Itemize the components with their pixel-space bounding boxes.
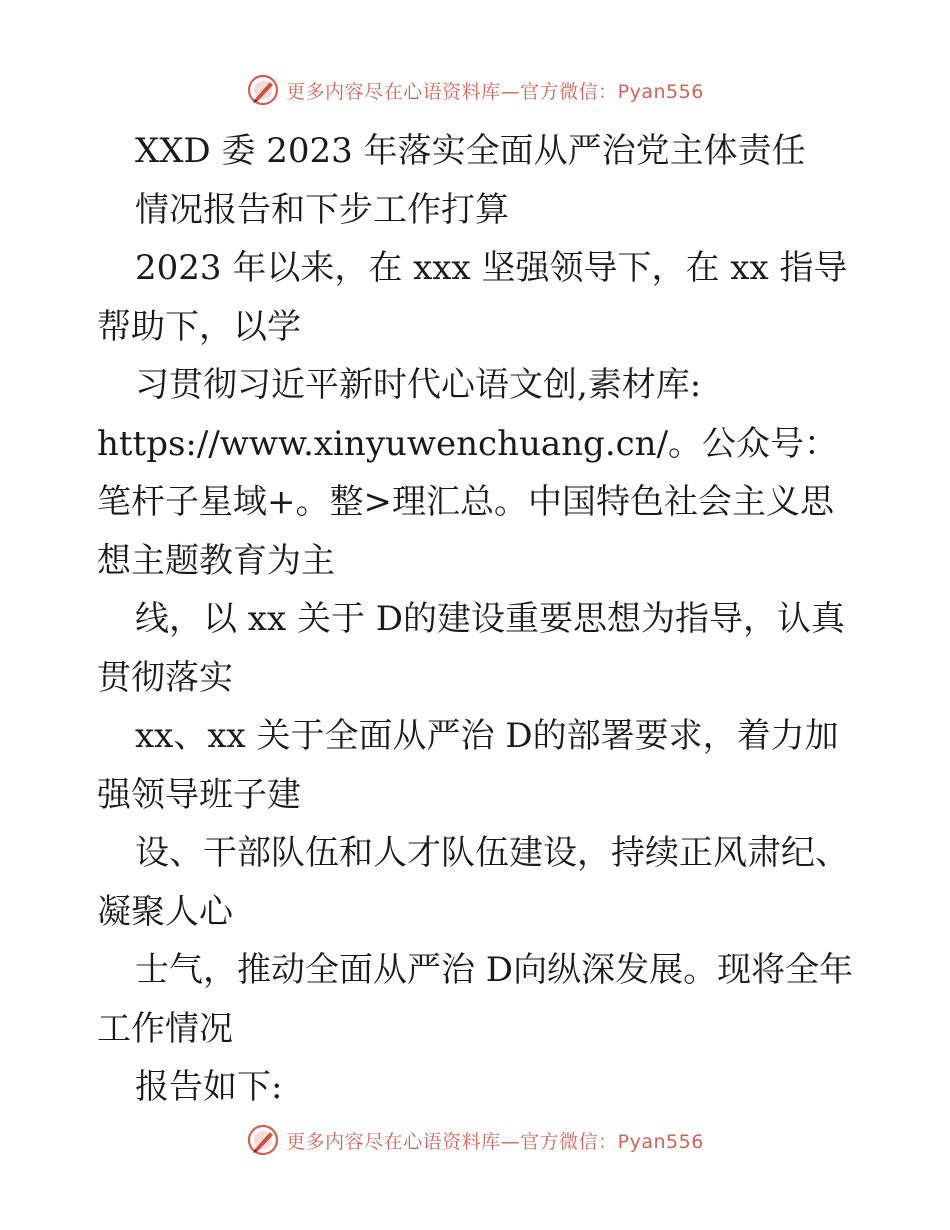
document-title-line-2: 情况报告和下步工作打算: [135, 189, 509, 230]
footer-banner: [0, 1120, 950, 1160]
document-title-line-1: XXD 委 2023 年落实全面从严治党主体责任: [135, 131, 806, 171]
paragraph-2: 习贯彻习近平新时代心语文创,素材库:: [135, 365, 702, 405]
quill-pen-logo-icon: [246, 1123, 280, 1157]
document-body: [97, 122, 857, 1117]
paragraph-4: 线，以 xx 关于 D的建设重要思想为指导，认真贯彻落实: [97, 599, 846, 698]
paragraph-8: 报告如下:: [135, 1067, 283, 1107]
footer-banner-text: 更多内容尽在心语资料库—官方微信：Pyan556: [286, 1130, 704, 1153]
header-banner-text: 更多内容尽在心语资料库—官方微信：Pyan556: [286, 80, 704, 103]
header-banner: [0, 70, 950, 110]
paragraph-5: xx、xx 关于全面从严治 D的部署要求，着力加强领导班子建: [97, 716, 839, 815]
paragraph-3: https://www.xinyuwenchuang.cn/。公众号：笔杆子星域+。整>理汇总。中国特色社会主义思想主题教育为主: [97, 423, 839, 581]
paragraph-1: 2023 年以来，在 xxx 坚强领导下，在 xx 指导帮助下，以学: [97, 248, 848, 347]
paragraph-7: 士气，推动全面从严治 D向纵深发展。现将全年工作情况: [97, 950, 854, 1049]
quill-pen-logo-icon: [246, 73, 280, 107]
paragraph-6: 设、干部队伍和人才队伍建设，持续正风肃纪、凝聚人心: [97, 833, 849, 932]
